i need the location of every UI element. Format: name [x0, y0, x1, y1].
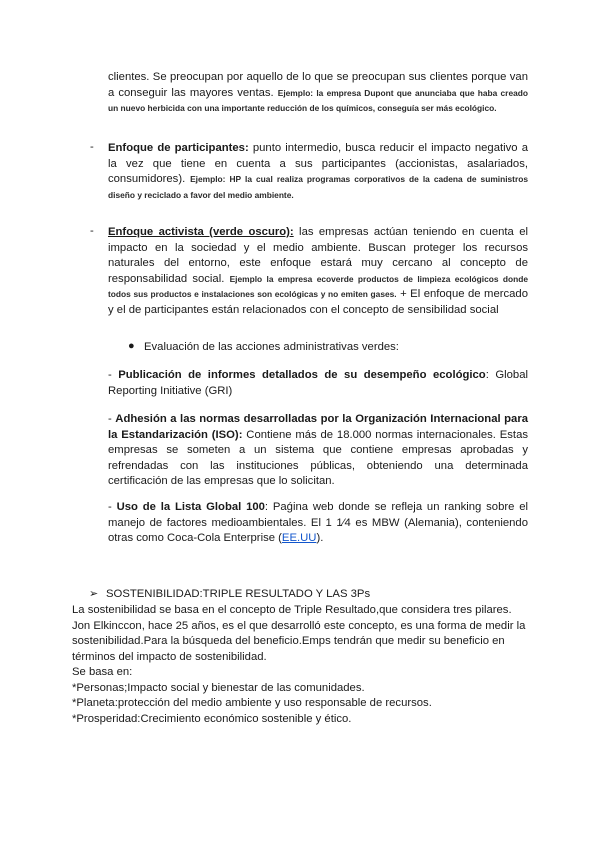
paragraph-text: las empresas actúan teniendo en cuenta el impacto en la sociedad y el medio ambiente. Buscan proteger los recursos naturales del entorno, este enfoque estará muy cercano al concepto de responsabilidad social. — [108, 226, 528, 285]
list-dash: - — [90, 225, 94, 237]
paragraph-text: : Global Reporting Initiative (GRI) — [108, 369, 528, 397]
example-ecoverde: Ejemplo la empresa ecoverde productos de limpieza ecológicos donde todos sus productos e instalaciones son ecológicas y no emiten gases. — [108, 273, 529, 299]
paragraph-text: punto intermedio, busca reducir el impacto negativo a la vez que tiene en cuenta a sus participantes (accionistas, asalariados, consumidores). — [108, 142, 528, 185]
heading-iso: Adhesión a las normas desarrolladas por la Organización Internacional para la Estandarización (ISO): — [108, 413, 528, 441]
arrow-icon: ➢ — [89, 588, 99, 600]
paragraph-activista — [108, 225, 528, 318]
list-dash: - — [108, 413, 116, 425]
example-hp: Ejemplo: HP la cual realiza programas corporativos de la cadena de suministros diseño y reciclado a favor del medio ambiente. — [108, 174, 529, 200]
heading-lista-global: Uso de la Lista Global 100 — [116, 501, 265, 513]
section-sostenibilidad-body — [72, 603, 532, 727]
text-line: *Planeta:protección del medio ambiente y uso responsable de recursos. — [72, 697, 432, 709]
list-dash: - — [108, 369, 119, 381]
text-line: Se basa en: — [72, 666, 133, 678]
paragraph-lista-global — [108, 500, 528, 547]
heading-participantes: Enfoque de participantes: — [108, 142, 249, 154]
paragraph-end: ). — [316, 532, 324, 544]
text-line: términos del impacto de sostenibilidad. — [72, 650, 267, 663]
heading-activista: Enfoque activista (verde oscuro): — [108, 226, 294, 238]
bullet-icon: ● — [128, 340, 135, 352]
paragraph-text: : Paǵina web donde se refleja un ranking sobre el manejo de factores medioambientales. El 1 1⁄4 es MBW (Alemania), conteniendo otras como Coca-Cola Enterprise ( — [108, 501, 528, 544]
heading-sostenibilidad: SOSTENIBILIDAD:TRIPLE RESULTADO Y LAS 3Ps — [106, 588, 371, 600]
paragraph-informes — [108, 368, 528, 399]
text-line: *Personas;Impacto social y bienestar de las comunidades. — [72, 681, 365, 694]
eeuu-link[interactable]: EE.UU — [281, 532, 317, 544]
heading-evaluacion: Evaluación de las acciones administrativas verdes: — [144, 341, 399, 353]
text-line: La sostenibilidad se basa en el concepto de Triple Resultado,que considera tres pilares. — [72, 604, 512, 616]
list-dash: - — [90, 141, 94, 153]
paragraph-iso — [108, 412, 528, 490]
example-dupont: Ejemplo: la empresa Dupont que anunciaba que haba creado un nuevo herbicida con una importante reducción de los químicos, conseguía ser más ecológico. — [108, 87, 528, 113]
paragraph-text: Contiene más de 18.000 normas internacionales. Estas empresas se someten a un sistema que contiene empresas aprobadas y refrendadas con las instituciones públicas, obteniendo una determinada certificación de las empresas que lo solicitan. — [108, 428, 528, 487]
paragraph-participantes — [108, 141, 528, 203]
paragraph-text-after: + El enfoque de mercado y el de participantes están relacionados con el concepto de sensibilidad social — [108, 288, 528, 316]
text-line: Jon Elkinccon, hace 25 años, es el que desarrolló este concepto, es una forma de medir la — [72, 619, 526, 632]
paragraph-clientes — [108, 70, 528, 117]
heading-informes: Publicación de informes detallados de su desempeño ecológico — [118, 369, 486, 381]
paragraph-text: clientes. Se preocupan por aquello de lo que se preocupan sus clientes porque van a conseguir las mayores ventas. — [108, 71, 528, 99]
text-line: *Prosperidad:Crecimiento económico sostenible y ético. — [72, 712, 352, 725]
list-dash: - — [108, 501, 117, 513]
text-line: sostenibilidad.Para la búsqueda del beneficio.Emps tendrán que medir su beneficio en — [72, 635, 505, 647]
